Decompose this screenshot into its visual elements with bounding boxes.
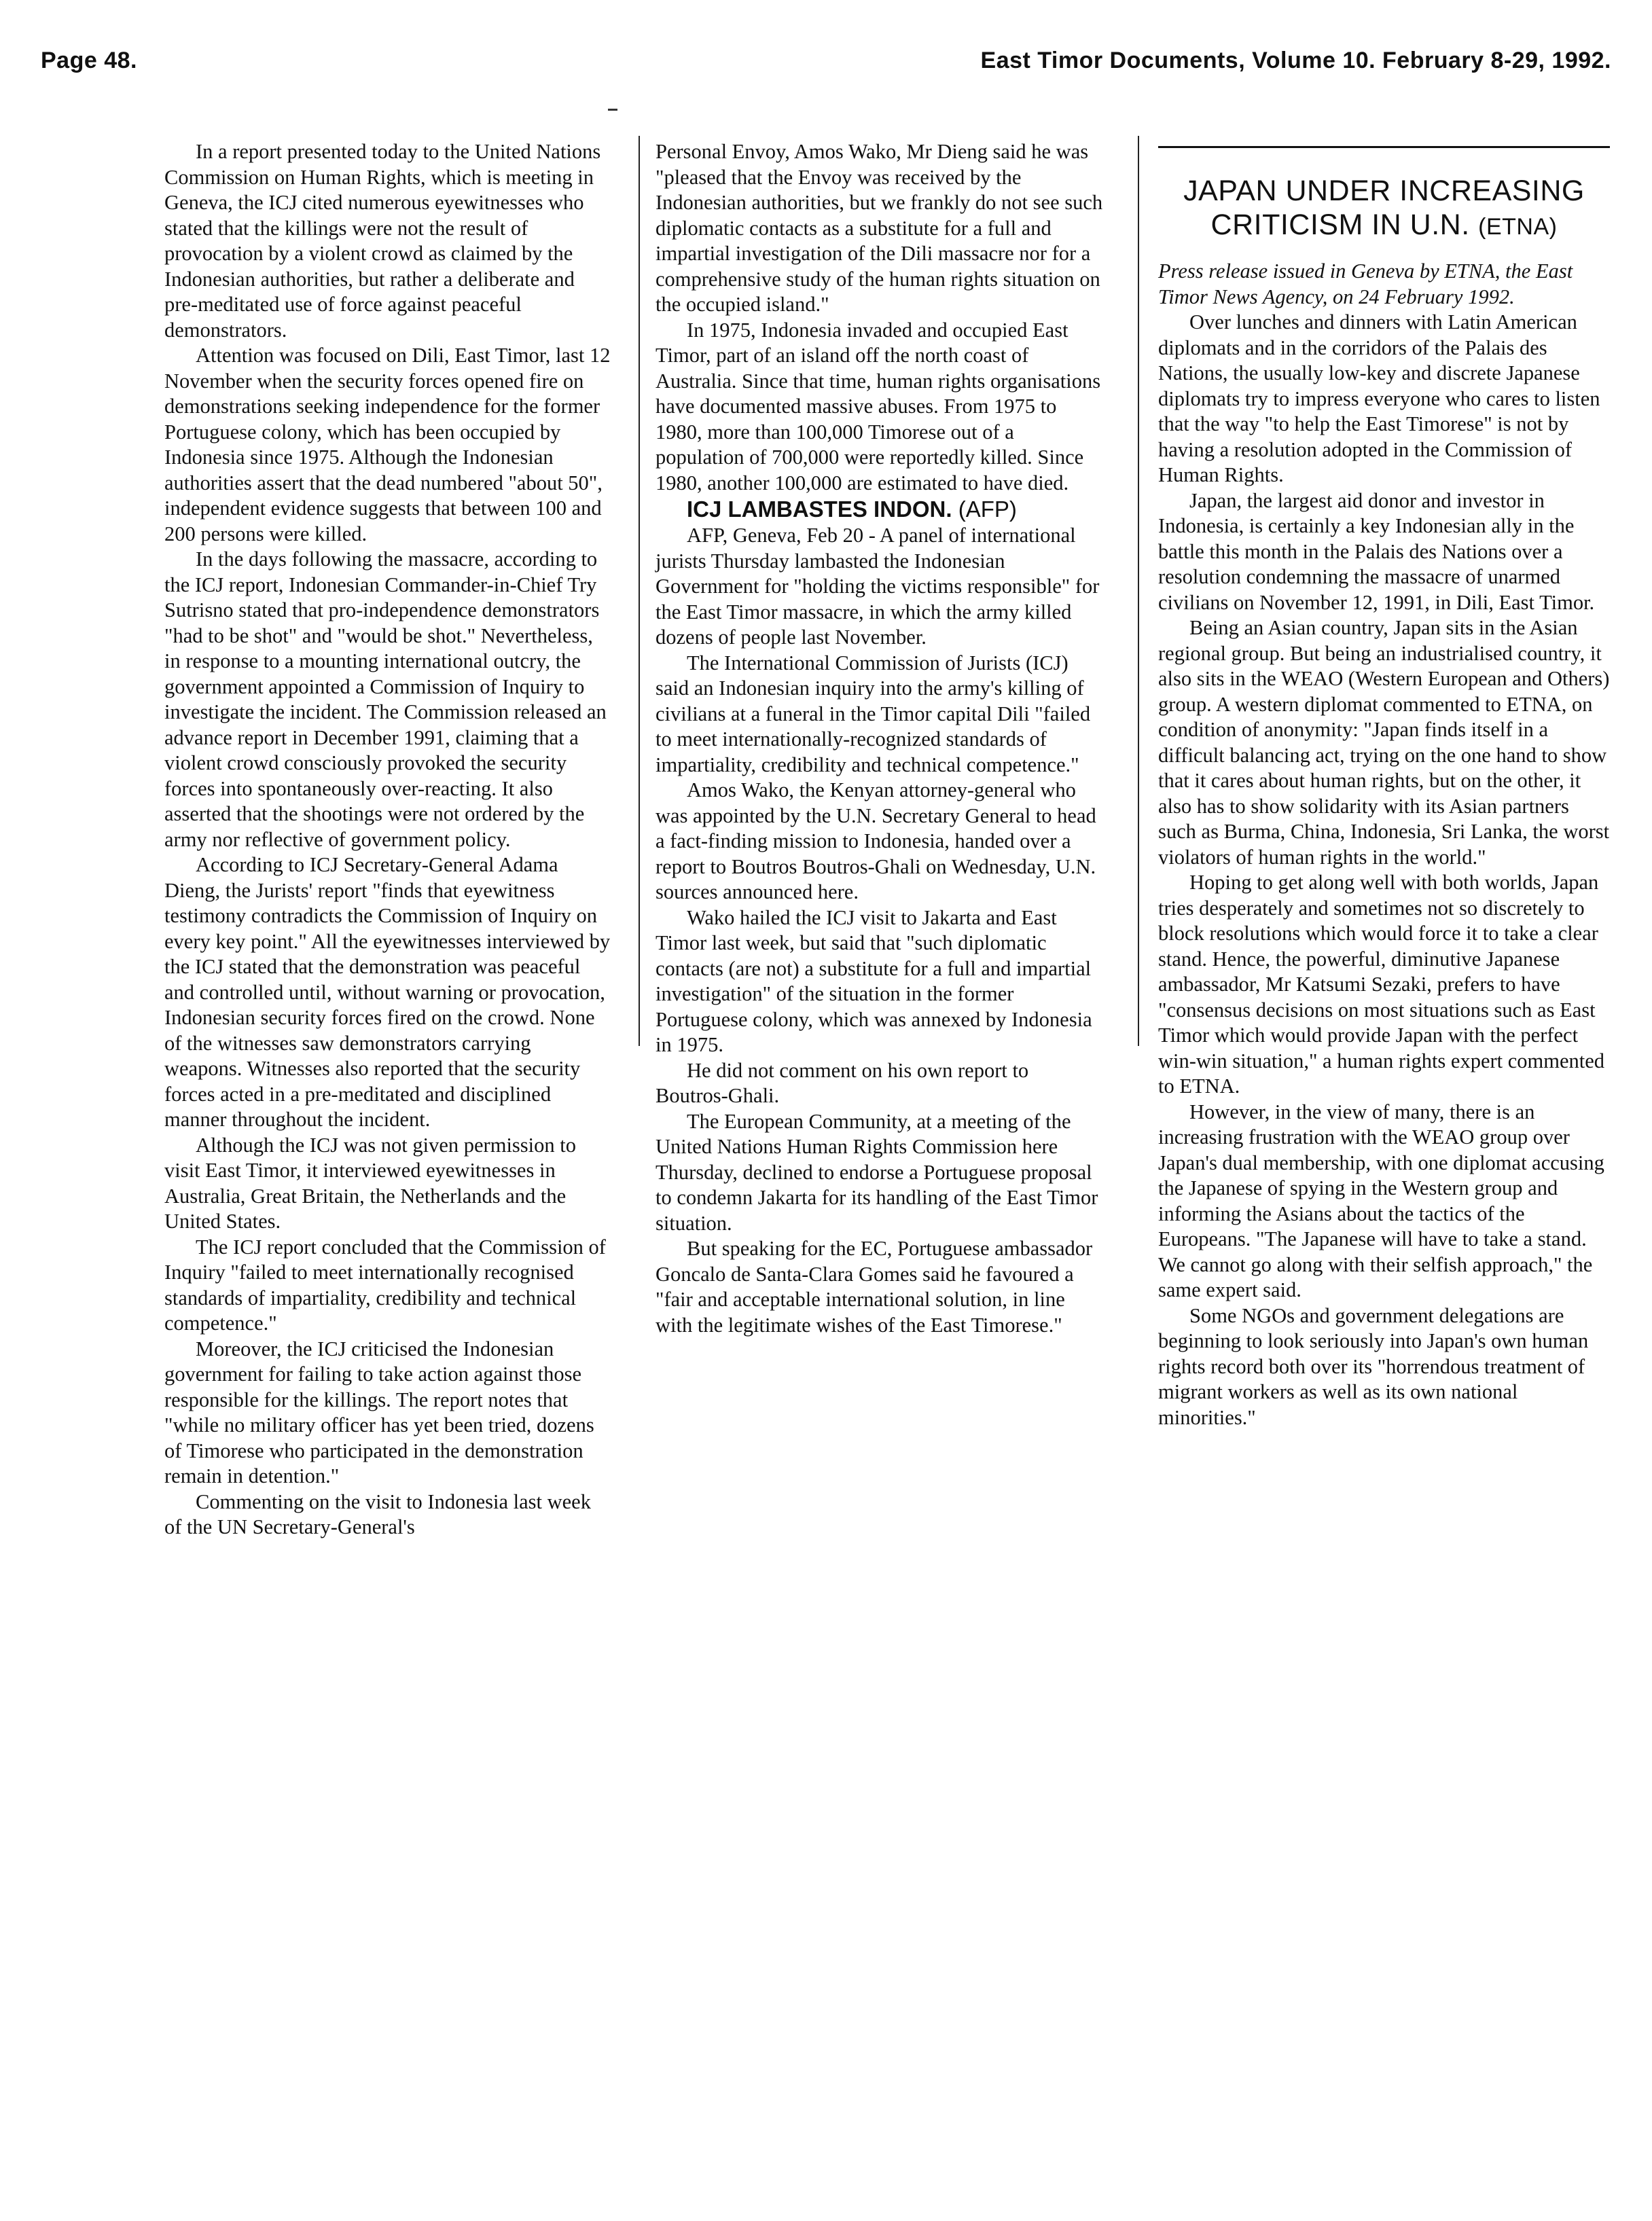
column-2	[656, 139, 1104, 1338]
page-header	[41, 41, 1611, 88]
paragraph: The European Community, at a meeting of the United Nations Human Rights Commission here Thursday, declined to endorse a Portuguese proposal to condemn Jakarta for its handling of the East Timor situation.	[656, 1109, 1098, 1235]
paragraph: The International Commission of Jurists (ICJ) said an Indonesian inquiry into the army's killing of civilians at a funeral in the Timor capital Dili "failed to meet internationally-recognized standards of impartiality, credibility and technical competence."	[656, 651, 1091, 776]
paragraph: Wako hailed the ICJ visit to Jakarta and East Timor last week, but said that "such diplomatic contacts (are not) a substitute for a full and impartial investigation" of the situation in the former Portuguese colony, which was annexed by Indonesia in 1975.	[656, 905, 1092, 1056]
paragraph: He did not comment on his own report to Boutros-Ghali.	[656, 1058, 1029, 1107]
paragraph: Being an Asian country, Japan sits in the Asian regional group. But being an industrialised country, it also sits in the WEAO (Western European and Others) group. A western diplomat commented to ETNA, on condition of anonymity: "Japan finds itself in a difficult balancing act, trying on the one hand to show that it cares about human rights, but on the other, it also has to show solidarity with its Asian partners such as Burma, China, Indonesia, Sri Lanka, the worst violators of human rights in the world."	[1158, 616, 1610, 869]
paragraph: Some NGOs and government delegations are beginning to look seriously into Japan's own human rights record both over its "horrendous treatment of migrant workers as well as its own national minorities."	[1158, 1303, 1589, 1429]
heading-source: (AFP)	[958, 496, 1017, 522]
article-heading	[1158, 174, 1610, 244]
paragraph: The ICJ report concluded that the Commission of Inquiry "failed to meet internationally recognised standards of impartiality, credibility and technical competence."	[164, 1235, 606, 1335]
paragraph: AFP, Geneva, Feb 20 - A panel of international jurists Thursday lambasted the Indonesian Government for "holding the victims responsible" for the East Timor massacre, in which the army killed dozens of people last November.	[656, 524, 1100, 649]
paragraph: Personal Envoy, Amos Wako, Mr Dieng said he was "pleased that the Envoy was received by the Indonesian authorities, but we frankly do not see such diplomatic contacts as a substitute for a full and impartial investigation of the Dili massacre nor for a comprehensive study of the human rights situation on the occupied island."	[656, 140, 1103, 316]
page-number: Page 48.	[41, 48, 137, 73]
byline: Press release issued in Geneva by ETNA, the East Timor News Agency, on 24 February 1992.	[1158, 259, 1573, 308]
paragraph: Although the ICJ was not given permission to visit East Timor, it interviewed eyewitnesses in Australia, Great Britain, the Netherlands and the United States.	[164, 1133, 576, 1233]
paragraph: Amos Wako, the Kenyan attorney-general who was appointed by the U.N. Secretary General to head a fact-finding mission to Indonesia, handed over a report to Boutros Boutros-Ghali on Wednesday, U.N. sources announced here.	[656, 778, 1096, 903]
paragraph: But speaking for the EC, Portuguese ambassador Goncalo de Santa-Clara Gomes said he favoured a "fair and acceptable international solution, in line with the legitimate wishes of the East Timorese."	[656, 1237, 1093, 1337]
paragraph: In the days following the massacre, according to the ICJ report, Indonesian Commander-in-Chief Try Sutrisno stated that pro-independence demonstrators "had to be shot" and "would be shot." Nevertheless, in response to a mounting international outcry, the government appointed a Commission of Inquiry to investigate the incident. The Commission released an advance report in December 1991, claiming that a violent crowd consciously provoked the security forces into spontaneously over-reacting. It also asserted that the shootings were not ordered by the army nor reflective of government policy.	[164, 547, 607, 851]
paragraph: According to ICJ Secretary-General Adama Dieng, the Jurists' report "finds that eyewitness testimony contradicts the Commission of Inquiry on every key point." All the eyewitnesses interviewed by the ICJ stated that the demonstration was peaceful and controlled until, without warning or provocation, Indonesian security forces fired on the crowd. None of the witnesses saw demonstrators carrying weapons. Witnesses also reported that the security forces acted in a pre-meditated and disciplined manner throughout the incident.	[164, 853, 611, 1131]
article-heading	[656, 496, 1104, 523]
column-1	[164, 139, 613, 1540]
paragraph: Moreover, the ICJ criticised the Indonesian government for failing to take action against those responsible for the killings. The report notes that "while no military officer has yet been tried, dozens of Timorese who participated in the demonstration remain in detention."	[164, 1337, 594, 1487]
article-top-rule	[1158, 146, 1610, 148]
column-3	[1158, 151, 1610, 1430]
column-divider	[1138, 136, 1139, 1046]
paragraph: In 1975, Indonesia invaded and occupied East Timor, part of an island off the north coast of Australia. Since that time, human rights organisations have documented massive abuses. From 1975 to 1980, more than 100,000 Timorese out of a population of 700,000 were reportedly killed. Since 1980, another 100,000 are estimated to have died.	[656, 318, 1101, 494]
column-divider	[639, 136, 640, 1046]
publication-title: East Timor Documents, Volume 10. February 8-29, 1992.	[980, 48, 1611, 73]
paragraph: Commenting on the visit to Indonesia last week of the UN Secretary-General's	[164, 1489, 591, 1538]
heading-source: (ETNA)	[1478, 214, 1558, 240]
stray-mark	[608, 109, 617, 111]
heading-text: ICJ LAMBASTES INDON.	[687, 496, 952, 522]
paragraph: Attention was focused on Dili, East Timor, last 12 November when the security forces opened fire on demonstrations seeking independence for the former Portuguese colony, which has been occupied by Indonesia since 1975. Although the Indonesian authorities assert that the dead numbered "about 50", independent evidence suggests that between 100 and 200 persons were killed.	[164, 344, 611, 545]
paragraph: However, in the view of many, there is an increasing frustration with the WEAO group over Japan's dual membership, with one diplomat accusing the Japanese of spying in the Western group and informing the Asians about the tactics of the Europeans. "The Japanese will have to take a stand. We cannot go along with their selfish approach," the same expert said.	[1158, 1100, 1604, 1301]
heading-text: JAPAN UNDER INCREASING CRITICISM IN U.N.	[1183, 175, 1585, 241]
paragraph: In a report presented today to the United Nations Commission on Human Rights, which is meeting in Geneva, the ICJ cited numerous eyewitnesses who stated that the killings were not the result of provocation by a violent crowd as claimed by the Indonesian authorities, but rather a deliberate and pre-meditated use of force against peaceful demonstrators.	[164, 140, 601, 342]
paragraph: Hoping to get along well with both worlds, Japan tries desperately and sometimes not so discretely to block resolutions which would force it to take a clear stand. Hence, the powerful, diminutive Japanese ambassador, Mr Katsumi Sezaki, prefers to have "consensus decisions on most situations such as East Timor which would provide Japan with the perfect win-win situation," a human rights expert commented to ETNA.	[1158, 871, 1605, 1098]
paragraph: Japan, the largest aid donor and investor in Indonesia, is certainly a key Indonesian ally in the battle this month in the Palais des Nations over a resolution condemning the massacre of unarmed civilians on November 12, 1991, in Dili, East Timor.	[1158, 488, 1595, 614]
paragraph: Over lunches and dinners with Latin American diplomats and in the corridors of the Palais des Nations, the usually low-key and discrete Japanese diplomats try to impress everyone who cares to listen that the way "to help the East Timorese" is not by having a resolution adopted in the Commission of Human Rights.	[1158, 310, 1600, 486]
